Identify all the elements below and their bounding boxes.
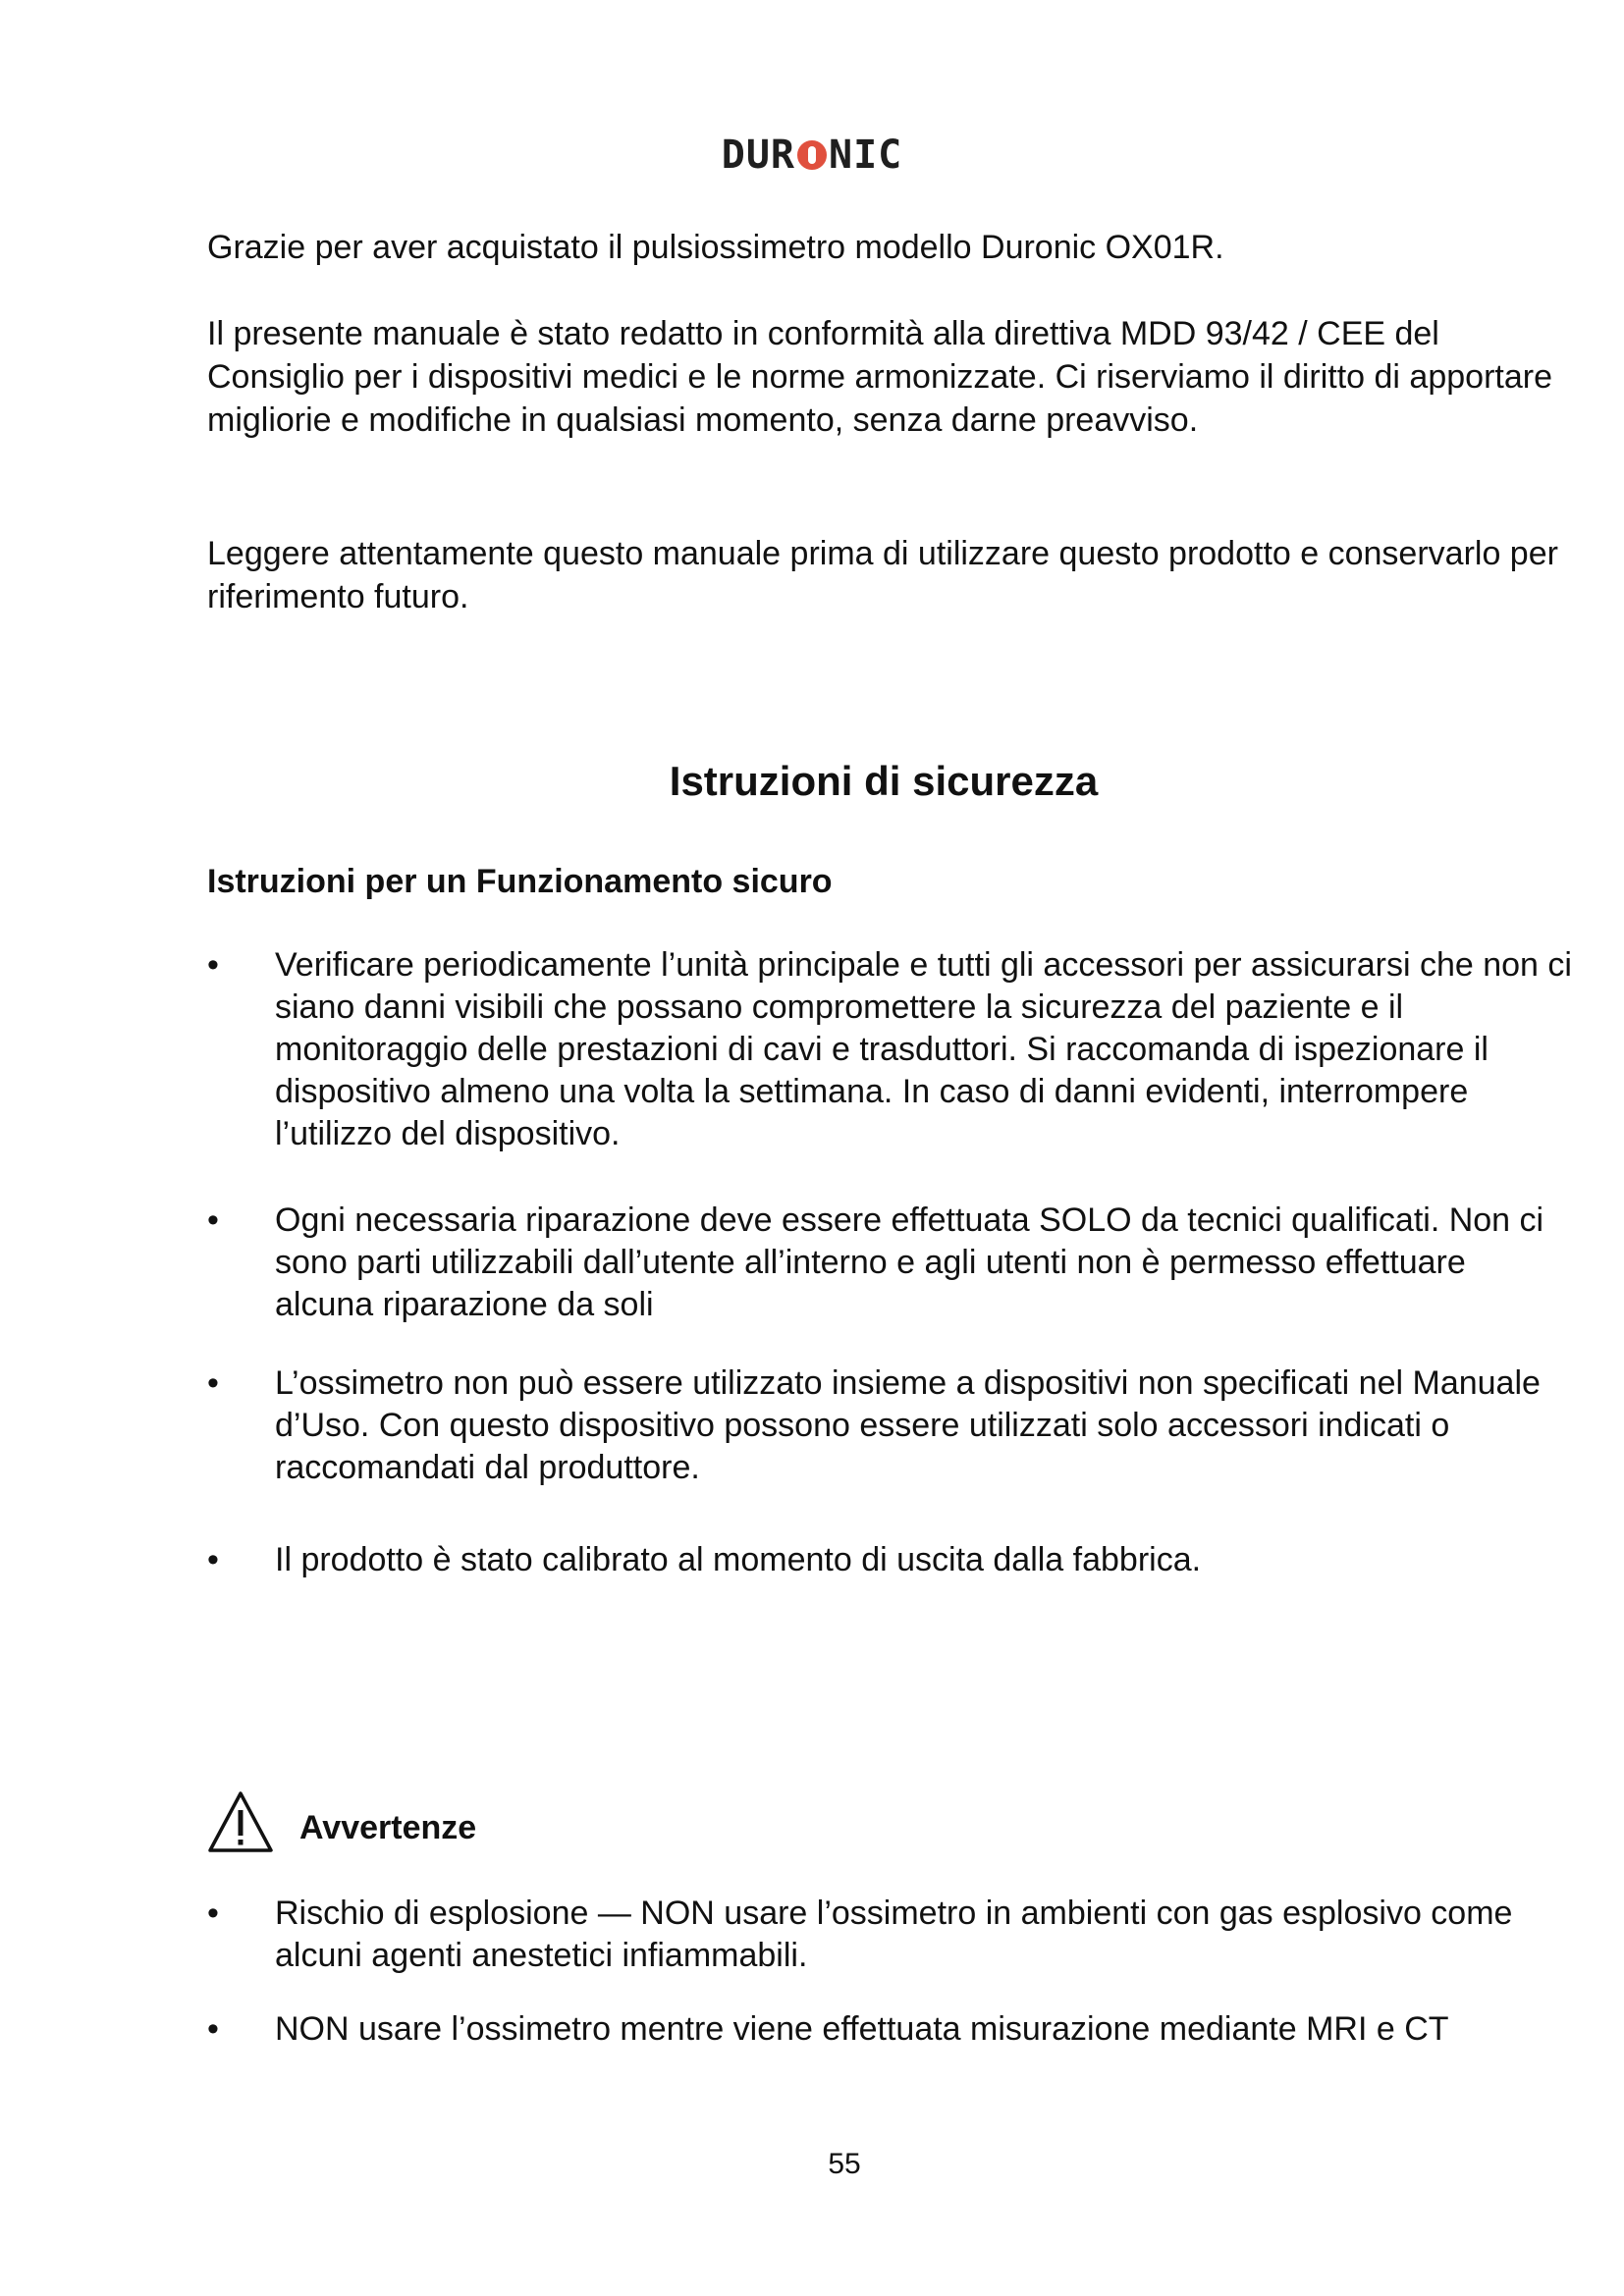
section-title-safety: Istruzioni di sicurezza (669, 758, 1099, 804)
safety-item-text: L’ossimetro non può essere utilizzato insieme a dispositivi non specificati nel Manuale d’Uso. Con questo dispositivo possono essere utilizzati solo accessori indicati o raccomandati dal produttore. (275, 1364, 1541, 1486)
duronic-logo (0, 126, 1624, 185)
warnings-title: Avvertenze (299, 1809, 477, 1846)
logo-text-right: NIC (829, 133, 903, 178)
safety-item-text: Verificare periodicamente l’unità principale e tutti gli accessori per assicurarsi che non ci siano danni visibili che possano compromettere la sicurezza del paziente e il monitoraggio delle prestazioni di cavi e trasduttori. Si raccomanda di ispezionare il dispositivo almeno una volta la settimana. In caso di danni evidenti, interrompere l’utilizzo del dispositivo. (275, 946, 1572, 1152)
bullet-icon: • (207, 1541, 219, 1578)
safety-list-item (207, 1200, 1572, 1326)
intro-paragraph-thanks: Grazie per aver acquistato il pulsiossimetro modello Duronic OX01R. (207, 229, 1224, 266)
warning-list-item (207, 1893, 1572, 1977)
safety-list-item (207, 1539, 1572, 1581)
warning-triangle-icon (207, 1790, 274, 1853)
bullet-icon: • (207, 1895, 219, 1932)
power-ring-icon (797, 140, 827, 170)
bullet-icon: • (207, 946, 219, 984)
intro-paragraph-read-manual: Leggere attentamente questo manuale prima di utilizzare questo prodotto e conservarlo per riferimento futuro. (207, 535, 1558, 615)
safety-item-text: Il prodotto è stato calibrato al momento di uscita dalla fabbrica. (275, 1541, 1202, 1578)
bullet-icon: • (207, 1201, 219, 1239)
safety-item-text: Ogni necessaria riparazione deve essere effettuata SOLO da tecnici qualificati. Non ci sono parti utilizzabili dall’utente all’interno e agli utenti non è permesso effettuare alcuna riparazione da soli (275, 1201, 1544, 1323)
bullet-icon: • (207, 2010, 219, 2048)
page-number: 55 (828, 2148, 861, 2180)
warning-list-item (207, 2008, 1572, 2051)
warning-item-text: NON usare l’ossimetro mentre viene effettuata misurazione mediante MRI e CT (275, 2010, 1449, 2048)
safety-list-item (207, 944, 1572, 1155)
subsection-title-safe-operation: Istruzioni per un Funzionamento sicuro (207, 863, 833, 900)
safety-list-item (207, 1362, 1572, 1489)
intro-paragraph-conformity: Il presente manuale è stato redatto in conformità alla direttiva MDD 93/42 / CEE del Consiglio per i dispositivi medici e le norme armonizzate. Ci riserviamo il diritto di apportare migliorie e modifiche in qualsiasi momento, senza darne preavviso. (207, 315, 1552, 439)
bullet-icon: • (207, 1364, 219, 1402)
logo-text-left: DUR (721, 133, 795, 178)
warning-item-text: Rischio di esplosione — NON usare l’ossimetro in ambienti con gas esplosivo come alcuni agenti anestetici infiammabili. (275, 1895, 1513, 1974)
